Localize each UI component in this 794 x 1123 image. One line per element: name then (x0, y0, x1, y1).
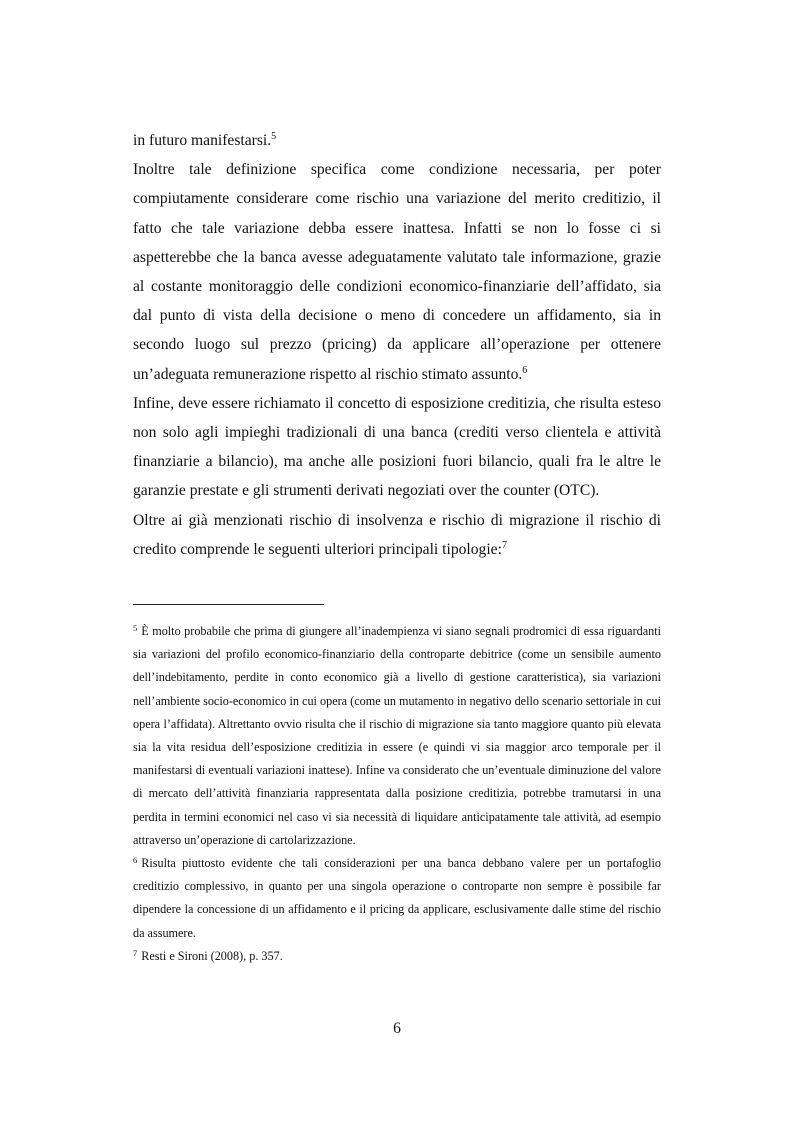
paragraph-4-text: Oltre ai già menzionati rischio di insolvenza e rischio di migrazione il rischio di credito comprende le seguenti ulteriori principali tipologie: (133, 511, 661, 558)
footnote-5-mark: 5 (133, 623, 138, 633)
footnote-ref-6[interactable]: 6 (522, 364, 528, 376)
paragraph-3 (133, 389, 661, 506)
paragraph-3-text: Infine, deve essere richiamato il concetto di esposizione creditizia, che risulta esteso non solo agli impieghi tradizionali di una banca (crediti verso clientela e attività finanziarie a bilancio), ma anche alle posizioni fuori bilancio, quali fra le altre le garanzie prestate e gli strumenti derivati negoziati over the counter (OTC). (133, 394, 661, 500)
paragraph-2 (133, 155, 661, 389)
footnote-ref-5[interactable]: 5 (271, 131, 277, 142)
footnote-6-text: Risulta piuttosto evidente che tali considerazioni per una banca debbano valere per un portafoglio creditizio complessivo, in quanto per una singola operazione o controparte non sempre è possibile far dipendere la concessione di un affidamento e il pricing da applicare, esclusivamente dalle stime del rischio da assumere. (133, 856, 661, 940)
paragraph-1 (133, 126, 661, 155)
footnote-ref-7[interactable]: 7 (501, 539, 507, 551)
paragraph-4 (133, 506, 661, 564)
footnote-6-mark: 6 (133, 855, 138, 866)
footnote-7-text: Resti e Sironi (2008), p. 357. (141, 948, 283, 963)
footnote-6 (133, 852, 661, 945)
body-text (133, 126, 661, 564)
footnote-7-mark: 7 (133, 947, 138, 958)
paragraph-1-text: in futuro manifestarsi. (133, 132, 272, 149)
footnote-7 (133, 945, 661, 968)
paragraph-2-text: Inoltre tale definizione specifica come condizione necessaria, per poter compiutamente considerare come rischio una variazione del merito creditizio, il fatto che tale variazione debba essere inattesa. Infatti se non lo fosse ci si aspetterebbe che la banca avesse adeguatamente valutato tale informazione, grazie al costante monitoraggio delle condizioni economico-finanziarie dell’affidato, sia dal punto di vista della decisione o meno di concedere un affidamento, sia in secondo luogo sul prezzo (pricing) da applicare all’operazione per ottenere un’adeguata remunerazione rispetto al rischio stimato assunto. (133, 161, 661, 383)
footnote-5 (133, 620, 661, 852)
footnote-separator (133, 604, 324, 605)
footnote-5-text: È molto probabile che prima di giungere all’inadempienza vi siano segnali prodromici di essa riguardanti sia variazioni del profilo economico-finanziario della controparte debitrice (come un sensibile aumento dell’indebitamento, perdite in conto economico già a livello di gestione caratteristica), sia variazioni nell’ambiente socio-economico in cui opera (come un mutamento in negativo dello scenario settoriale in cui opera l’affidata). Altrettanto ovvio risulta che il rischio di migrazione sia tanto maggiore quanto più elevata sia la vita residua dell’esposizione creditizia in essere (e quindi vi sia maggior arco temporale per il manifestarsi di eventuali variazioni inattese). Infine va considerato che un’eventuale diminuzione del valore di mercato dell’attività finanziaria rappresentata dalla posizione creditizia, potrebbe tramutarsi in una perdita in termini economici nel caso vi sia necessità di liquidare anticipatamente tale attività, ad esempio attraverso un’operazione di cartolarizzazione. (133, 624, 661, 847)
page-number: 6 (393, 1020, 401, 1037)
footnotes (133, 620, 661, 968)
